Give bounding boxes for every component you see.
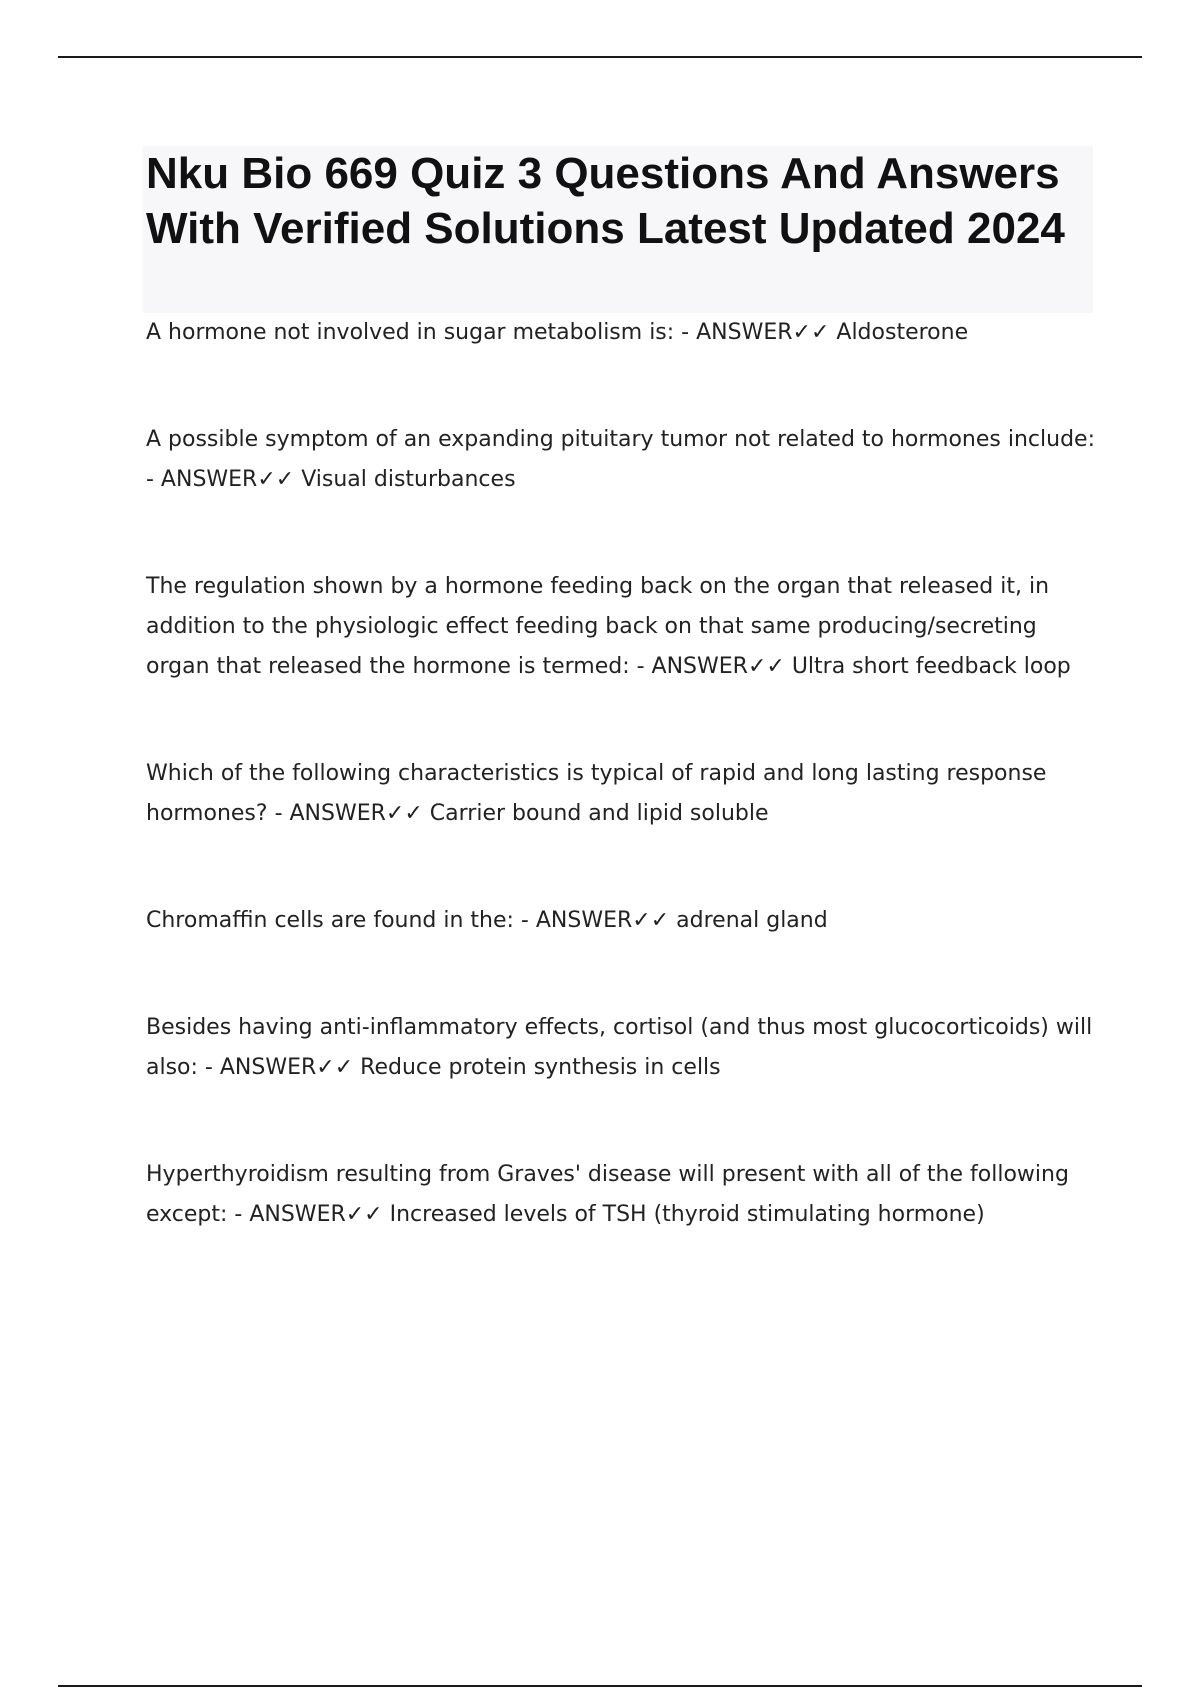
top-divider bbox=[58, 56, 1142, 58]
document-title: Nku Bio 669 Quiz 3 Questions And Answers With Verified Solutions Latest Updated 2024 bbox=[146, 149, 1065, 253]
qa-item bbox=[146, 567, 1096, 687]
question-text: Besides having anti-inflammatory effects, cortisol (and thus most glucocorticoids) will also: - ANSWER✓✓ bbox=[146, 1015, 1093, 1080]
qa-item bbox=[146, 420, 1096, 500]
question-text: A hormone not involved in sugar metabolism is: - ANSWER✓✓ bbox=[146, 320, 830, 345]
answer-text: Ultra short feedback loop bbox=[791, 654, 1071, 679]
qa-item bbox=[146, 754, 1096, 834]
question-text: The regulation shown by a hormone feeding back on the organ that released it, in addition to the physiologic effect feeding back on that same producing/secreting organ that released the hormone is termed: - ANSWER✓✓ bbox=[146, 574, 1050, 679]
question-text: Which of the following characteristics is typical of rapid and long lasting response hormones? - ANSWER✓✓ bbox=[146, 761, 1047, 826]
answer-text: Aldosterone bbox=[836, 320, 969, 345]
answer-text: Reduce protein synthesis in cells bbox=[360, 1055, 721, 1080]
qa-item bbox=[146, 313, 1096, 353]
question-text: Hyperthyroidism resulting from Graves' disease will present with all of the following except: - ANSWER✓✓ bbox=[146, 1162, 1069, 1227]
answer-text: Increased levels of TSH (thyroid stimulating hormone) bbox=[389, 1202, 985, 1227]
answer-text: Visual disturbances bbox=[301, 467, 516, 492]
question-text: A possible symptom of an expanding pituitary tumor not related to hormones include: - ANSWER✓✓ bbox=[146, 427, 1095, 492]
question-text: Chromaffin cells are found in the: - ANSWER✓✓ bbox=[146, 908, 670, 933]
bottom-divider bbox=[58, 1685, 1142, 1687]
qa-item bbox=[146, 1008, 1096, 1088]
answer-text: adrenal gland bbox=[676, 908, 828, 933]
qa-list bbox=[146, 313, 1096, 1235]
qa-item bbox=[146, 1155, 1096, 1235]
qa-item bbox=[146, 901, 1096, 941]
answer-text: Carrier bound and lipid soluble bbox=[429, 801, 769, 826]
